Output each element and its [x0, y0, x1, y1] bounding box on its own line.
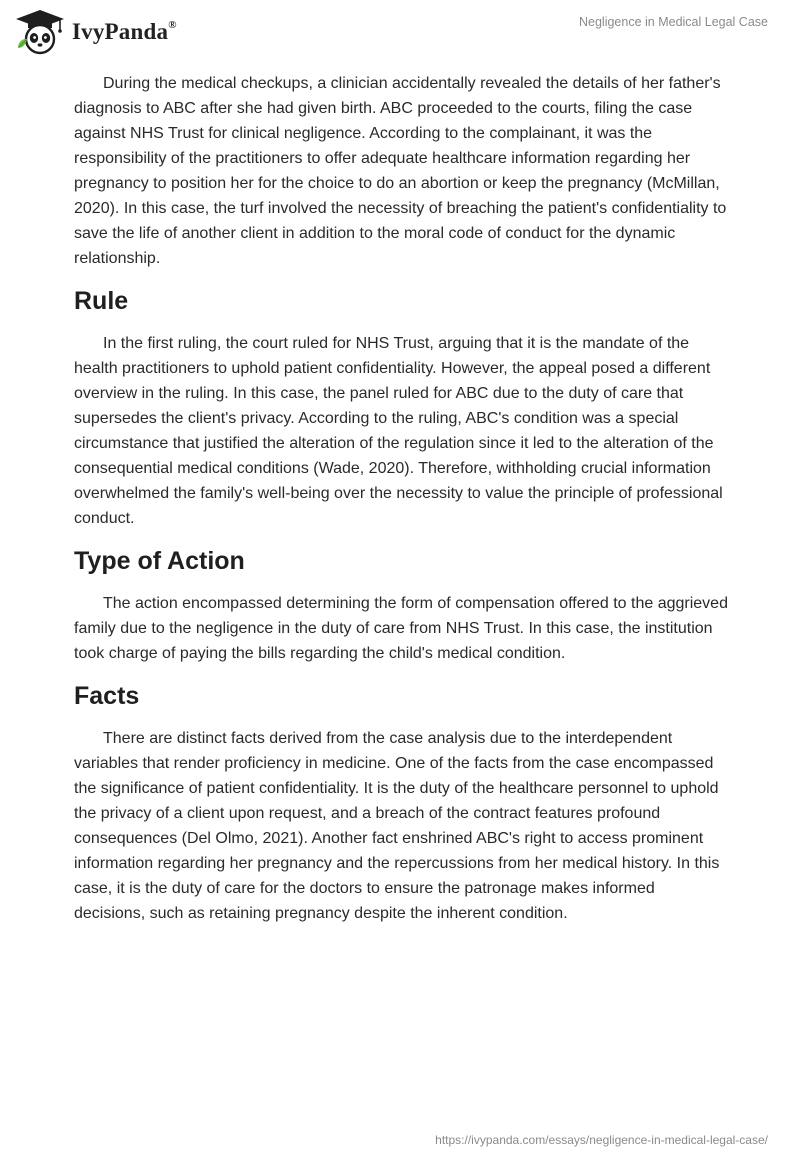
page-header: [0, 0, 800, 66]
intro-paragraph: During the medical checkups, a clinician accidentally revealed the details of her father's diagnosis to ABC after she had given birth. ABC proceeded to the courts, filing the case against NHS Trust for clinical negligence. According to the complainant, it was the responsibility of the practitioners to offer adequate healthcare information regarding her pregnancy to position her for the choice to do an abortion or keep the pregnancy (McMillan, 2020). In this case, the turf involved the necessity of breaching the patient's confidentiality to save the life of another client in addition to the moral code of conduct for the dynamic relationship.: [74, 75, 727, 267]
ivypanda-logo[interactable]: [14, 8, 177, 56]
section-heading-type-of-action: Type of Action: [74, 547, 245, 575]
section-heading-facts: Facts: [74, 682, 140, 710]
section-paragraph-facts: There are distinct facts derived from the case analysis due to the interdependent variables that render proficiency in medicine. One of the facts from the case encompassed the significance of patient confidentiality. It is the duty of the healthcare personnel to uphold the privacy of a client upon request, and a breach of the contract features profound consequences (Del Olmo, 2021). Another fact enshrined ABC's right to access prominent information regarding her pregnancy and the repercussions from her medical history. In this case, it is the duty of care for the doctors to ensure the patronage makes informed decisions, such as retaining pregnancy despite the inherent condition.: [74, 730, 720, 922]
source-url[interactable]: https://ivypanda.com/essays/negligence-in-medical-legal-case/: [435, 1133, 768, 1147]
section-paragraph-rule: In the first ruling, the court ruled for NHS Trust, arguing that it is the mandate of the health practitioners to uphold patient confidentiality. However, the appeal posed a different overview in the ruling. In this case, the panel ruled for ABC due to the duty of care that supersedes the client's privacy. According to the ruling, ABC's condition was a special circumstance that justified the alteration of the regulation since it led to the alteration of the consequential medical conditions (Wade, 2020). Therefore, withholding crucial information overwhelmed the family's well-being over the necessity to value the principle of professional conduct.: [74, 335, 723, 527]
section-paragraph-type-of-action: The action encompassed determining the form of compensation offered to the aggrieved family due to the negligence in the duty of care from NHS Trust. In this case, the institution took charge of paying the bills regarding the child's medical condition.: [74, 595, 728, 662]
section-heading-rule: Rule: [74, 287, 129, 315]
brand-name: IvyPanda®: [72, 19, 177, 44]
essay-content: [74, 71, 730, 940]
document-title: Negligence in Medical Legal Case: [578, 15, 768, 29]
panda-graduate-icon: [14, 8, 66, 56]
